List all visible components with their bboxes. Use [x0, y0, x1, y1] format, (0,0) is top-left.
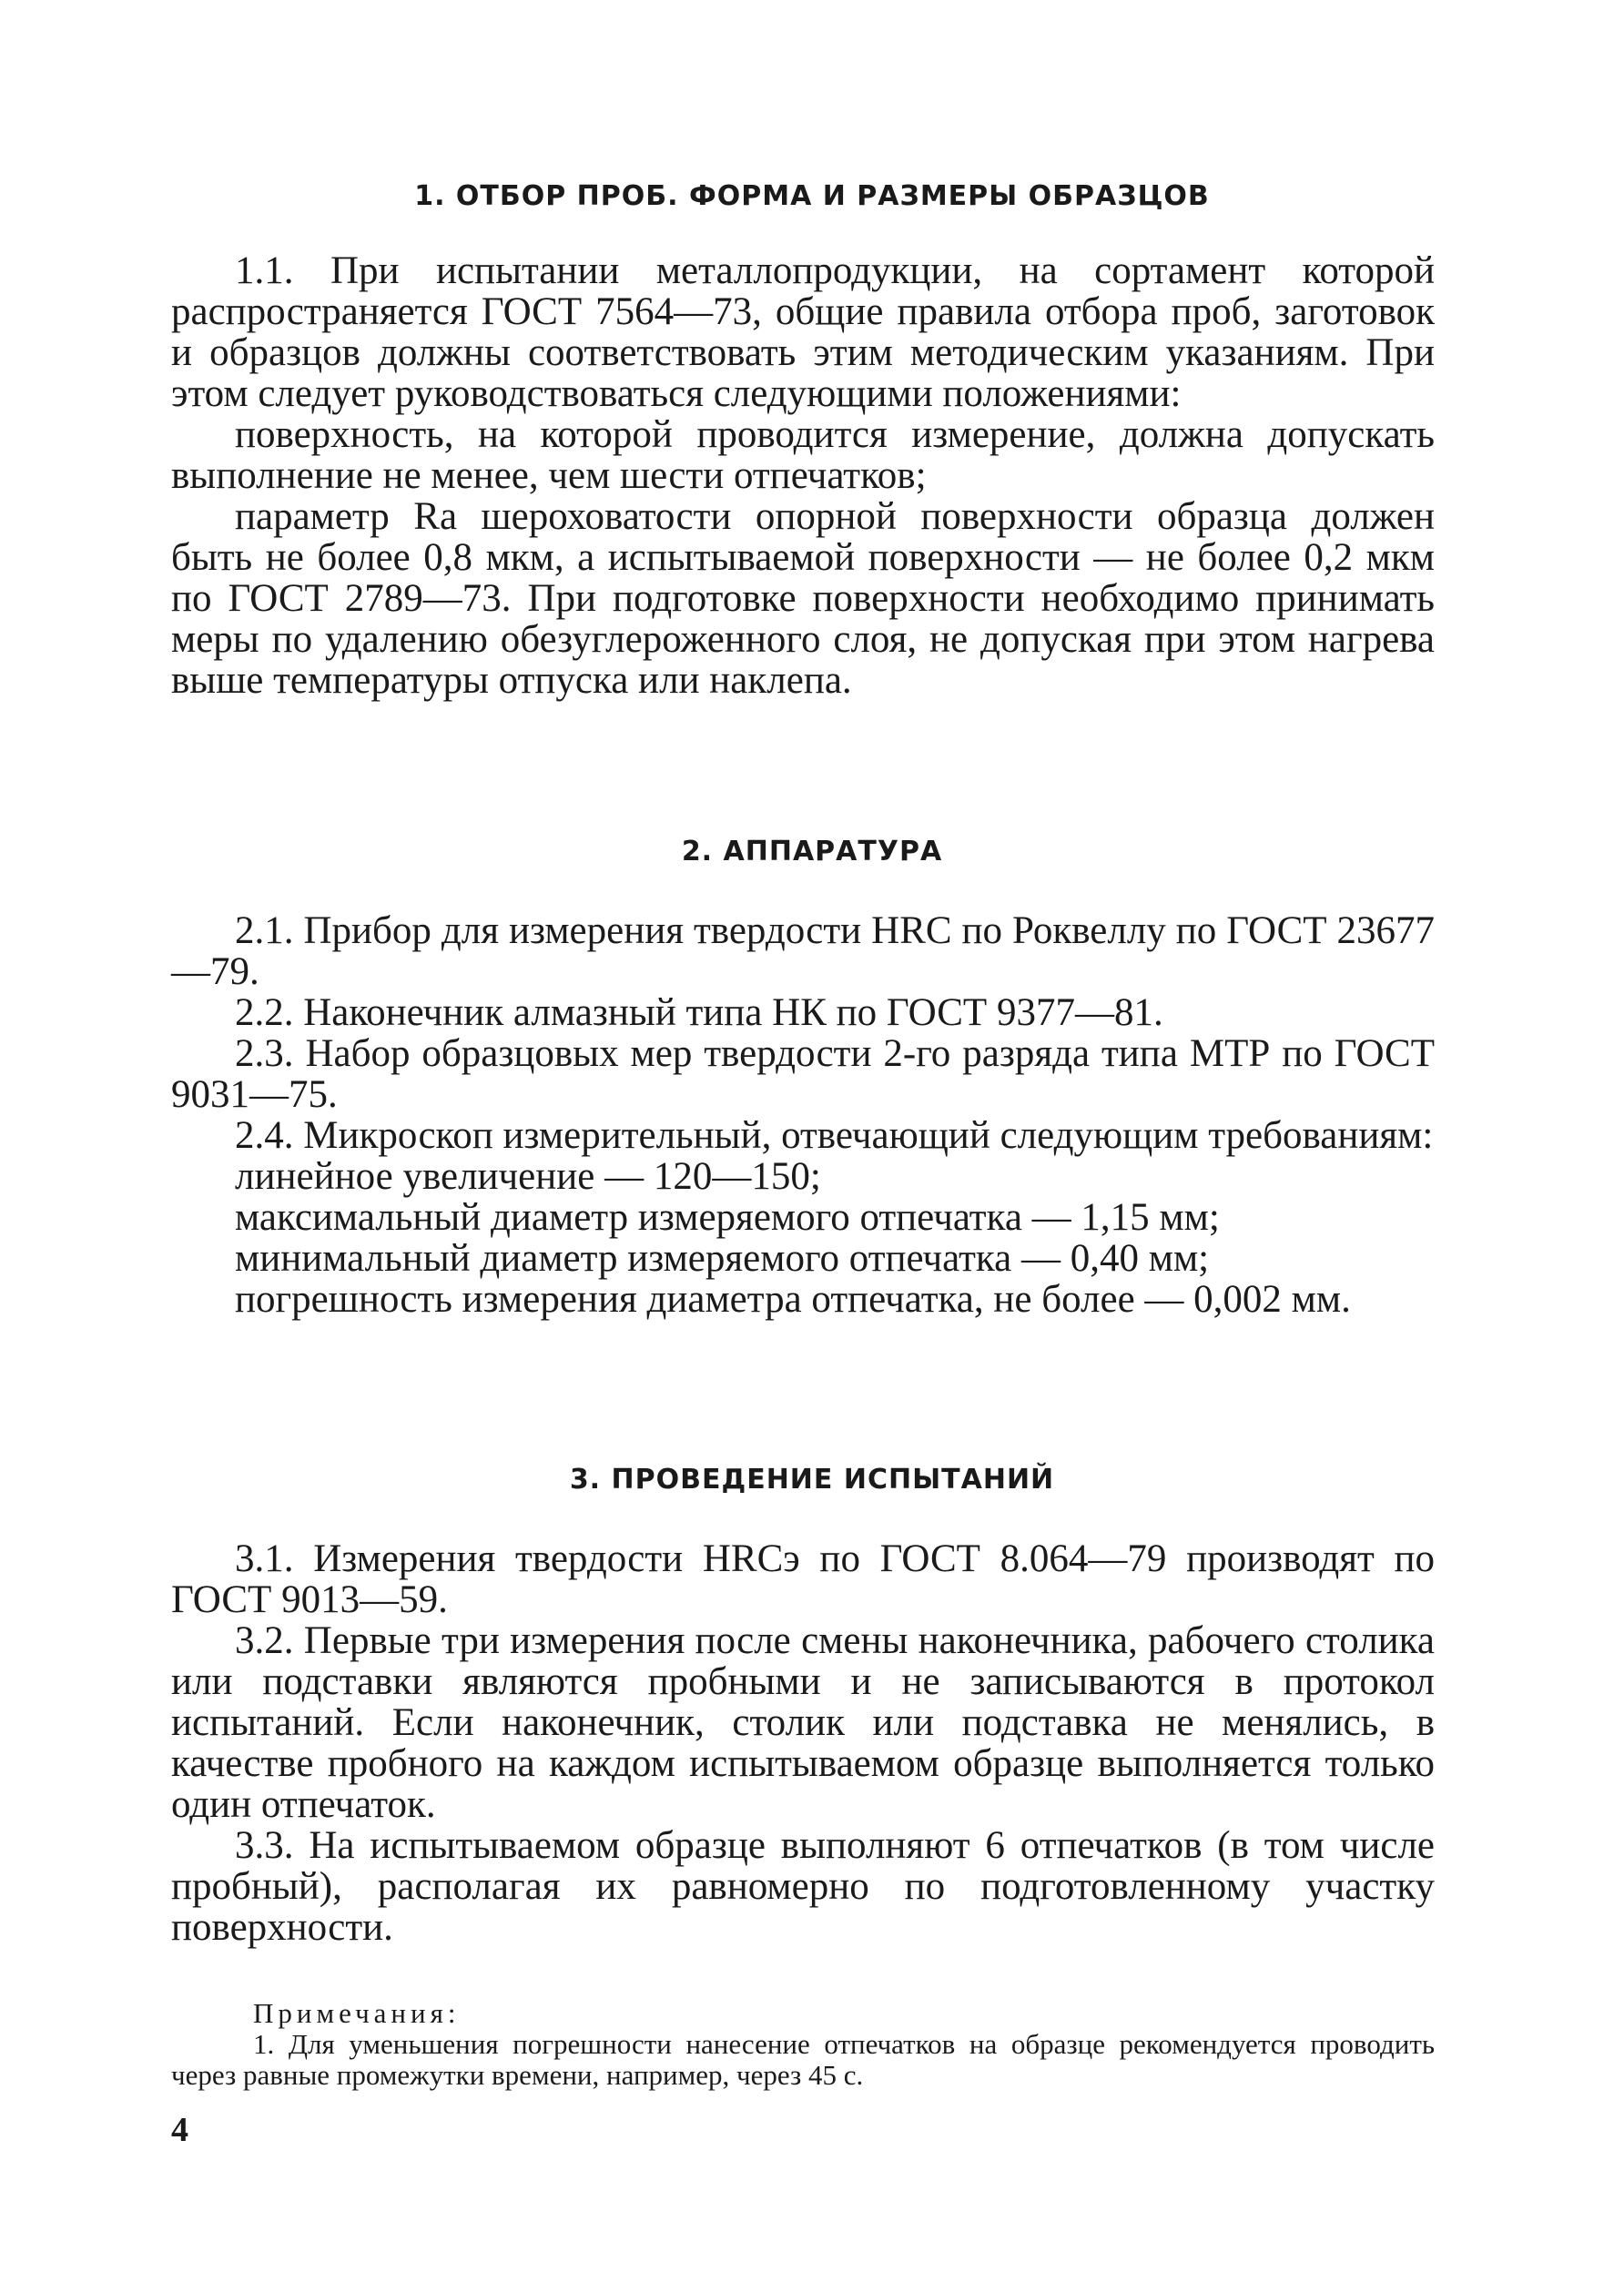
paragraph-2-4-item-2: максимальный диаметр измеряемого отпечатка — 1,15 мм; — [235, 1196, 1220, 1239]
paragraph-2-4-item-1: линейное увеличение — 120—150; — [235, 1155, 821, 1198]
paragraph-3-1: 3.1. Измерения твердости HRCэ по ГОСТ 8.064—79 производят по ГОСТ 9013—59. — [171, 1537, 1435, 1621]
section-2-body — [171, 910, 1435, 1320]
paragraph-2-3: 2.3. Набор образцовых мер твердости 2-го разряда типа МТР по ГОСТ 9031—75. — [171, 1032, 1435, 1116]
paragraph-2-1: 2.1. Прибор для измерения твердости HRC по Роквеллу по ГОСТ 23677—79. — [171, 909, 1435, 993]
section-1-heading: 1. ОТБОР ПРОБ. ФОРМА И РАЗМЕРЫ ОБРАЗЦОВ — [414, 180, 1210, 212]
note-item-1: 1. Для уменьшения погрешности нанесение отпечатков на образце рекомендуется проводить через равные промежутки времени, например, через 45 с. — [171, 2028, 1435, 2091]
paragraph-1-1-item-1: поверхность, на которой проводится измерение, должна допускать выполнение не менее, чем шести отпечатков; — [171, 413, 1435, 497]
section-2-heading: 2. АППАРАТУРА — [681, 836, 943, 867]
notes-title: Примечания: — [253, 1997, 461, 2029]
paragraph-3-3: 3.3. На испытываемом образце выполняют 6 отпечатков (в том числе пробный), располагая их равномерно по подготовленному участку поверхности. — [171, 1824, 1435, 1949]
section-3-body — [171, 1538, 1435, 1948]
notes-block — [171, 1998, 1435, 2091]
section-1-body — [171, 250, 1435, 701]
paragraph-2-4-item-3: минимальный диаметр измеряемого отпечатка — 0,40 мм; — [235, 1237, 1210, 1280]
paragraph-1-1-item-2: параметр Ra шероховатости опорной поверхности образца должен быть не более 0,8 мкм, а испытываемой поверхности — не более 0,2 мкм по ГОСТ 2789—73. При подготовке поверхности необходимо принимать меры по удалению обезуглероженного слоя, не допуская при этом нагрева выше температуры отпуска или наклепа. — [171, 495, 1435, 702]
page-number: 4 — [171, 2111, 188, 2149]
paragraph-2-2: 2.2. Наконечник алмазный типа НК по ГОСТ 9377—81. — [235, 991, 1163, 1034]
paragraph-3-2: 3.2. Первые три измерения после смены наконечника, рабочего столика или подставки являются пробными и не записываются в протокол испытаний. Если наконечник, столик или подставка не менялись, в качестве пробного на каждом испытываемом образце выполняется только один отпечаток. — [171, 1619, 1435, 1826]
paragraph-2-4-item-4: погрешность измерения диаметра отпечатка, не более — 0,002 мм. — [235, 1278, 1351, 1321]
paragraph-1-1: 1.1. При испытании металлопродукции, на сортамент которой распространяется ГОСТ 7564—73, общие правила отбора проб, заготовок и образцов должны соответствовать этим методическим указаниям. При этом следует руководствоваться следующими положениями: — [171, 249, 1435, 415]
section-3-heading: 3. ПРОВЕДЕНИЕ ИСПЫТАНИЙ — [569, 1464, 1055, 1496]
paragraph-2-4: 2.4. Микроскоп измерительный, отвечающий следующим требованиям: — [235, 1114, 1434, 1157]
